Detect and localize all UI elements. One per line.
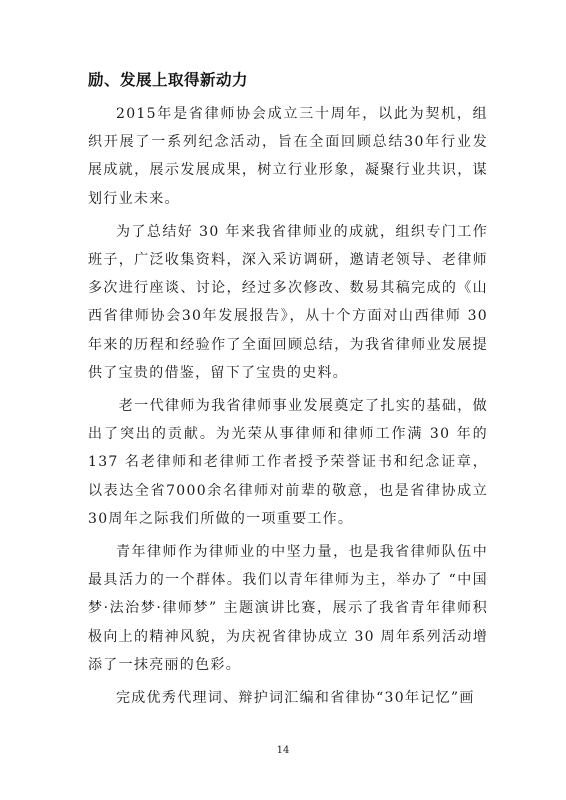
paragraph-report: 为了总结好 30 年来我省律师业的成就，组织专门工作班子，广泛收集资料，深入采访调研，邀请老领导、老律师多次进行座谈、讨论，经过多次修改、数易其稿完成的《山西省律师协会30年发展报告》，从十个方面对山西律师 30年来的历程和经验作了全面回顾总结，为我省律师业发展提供了宝贵的借鉴，留下了宝贵的史料。 — [88, 223, 488, 381]
paragraph-anniversary: 2015年是省律师协会成立三十周年，以此为契机，组织开展了一系列纪念活动，旨在全面回顾总结30年行业发展成就，展示发展成果，树立行业形象，凝聚行业共识，谋划行业未来。 — [88, 106, 488, 207]
paragraph-compilation: 完成优秀代理词、辩护词汇编和省律协“30年记忆”画 — [116, 690, 475, 707]
body-text — [88, 100, 488, 717]
page-number: 14 — [276, 745, 290, 756]
paragraph-young-lawyers: 青年律师作为律师业的中坚力量，也是我省律师队伍中最具活力的一个群体。我们以青年律师为主，举办了 “中国梦·法治梦·律师梦” 主题演讲比赛，展示了我省青年律师积极向上的精神风貌，为庆祝省律协成立 30 周年系列活动增添了一抹亮丽的色彩。 — [88, 544, 488, 673]
paragraph-senior-lawyers: 老一代律师为我省律师事业发展奠定了扎实的基础，做出了突出的贡献。为光荣从事律师和律师工作满 30 年的137 名老律师和老律师工作者授予荣誉证书和纪念证章，以表达全省7000余名律师对前辈的敬意，也是省律协成立 30周年之际我们所做的一项重要工作。 — [88, 398, 488, 527]
section-heading: 励、发展上取得新动力 — [88, 71, 249, 89]
